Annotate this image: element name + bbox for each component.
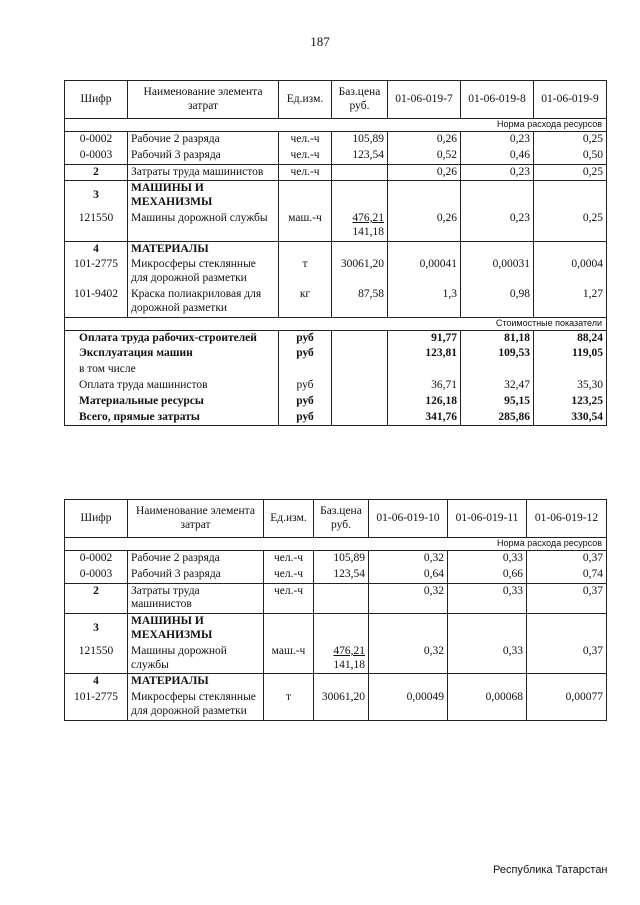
row-value: 0,23 [461, 164, 534, 181]
row-price: 123,54 [314, 567, 369, 583]
header-col-2: 01-06-019-8 [461, 81, 534, 119]
row-price [314, 583, 369, 614]
row-unit: маш.-ч [279, 211, 332, 241]
table-row [65, 148, 607, 164]
row-value: 0,25 [534, 132, 607, 148]
row-value: 1,27 [534, 287, 607, 317]
row-value: 0,33 [448, 583, 527, 614]
row-value: 0,23 [461, 132, 534, 148]
row-unit: чел.-ч [264, 567, 314, 583]
row-value: 0,00049 [369, 690, 448, 720]
header-name: Наименование элемента затрат [128, 500, 264, 538]
cost-value: 95,15 [461, 394, 534, 410]
header-col-2: 01-06-019-11 [448, 500, 527, 538]
row-value: 0,52 [388, 148, 461, 164]
row-value: 0,74 [527, 567, 607, 583]
cost-row [65, 346, 607, 362]
estimate-table-1 [64, 80, 607, 426]
row-code: 101-2775 [65, 690, 128, 720]
section-row [65, 674, 607, 690]
section-code: 3 [65, 181, 128, 211]
cost-value: 35,30 [534, 378, 607, 394]
row-unit: чел.-ч [279, 132, 332, 148]
row-name: Машины дорожной службы [128, 211, 279, 241]
row-value: 0,66 [448, 567, 527, 583]
cost-value: 123,81 [388, 346, 461, 362]
row-name: Краска полиакриловая для дорожной разметки [128, 287, 279, 317]
row-code: 0-0002 [65, 132, 128, 148]
table-header-row [65, 81, 607, 119]
row-value: 0,32 [369, 551, 448, 567]
section-code: 4 [65, 241, 128, 257]
row-price [332, 164, 388, 181]
row-value: 0,33 [448, 644, 527, 674]
header-col-1: 01-06-019-10 [369, 500, 448, 538]
header-code: Шифр [65, 81, 128, 119]
cost-unit: руб [279, 410, 332, 426]
row-value: 0,98 [461, 287, 534, 317]
row-value: 0,32 [369, 583, 448, 614]
row-value: 1,3 [388, 287, 461, 317]
table-row [65, 583, 607, 614]
norm-label-row [65, 538, 607, 551]
header-price: Баз.цена руб. [314, 500, 369, 538]
row-value: 0,64 [369, 567, 448, 583]
row-unit: чел.-ч [264, 551, 314, 567]
row-code: 0-0003 [65, 148, 128, 164]
row-price: 123,54 [332, 148, 388, 164]
header-name: Наименование элемента затрат [128, 81, 279, 119]
row-value: 0,37 [527, 583, 607, 614]
cost-name: Оплата труда машинистов [65, 378, 279, 394]
table-row [65, 211, 607, 241]
section-title: МАШИНЫ И МЕХАНИЗМЫ [128, 181, 279, 211]
row-value: 0,26 [388, 132, 461, 148]
cost-value: 119,05 [534, 346, 607, 362]
row-price: 30061,20 [314, 690, 369, 720]
norm-label: Норма расхода ресурсов [65, 119, 607, 132]
footer-region: Республика Татарстан [493, 864, 608, 876]
cost-value: 341,76 [388, 410, 461, 426]
row-code: 0-0002 [65, 551, 128, 567]
row-value: 0,50 [534, 148, 607, 164]
cost-value: 81,18 [461, 330, 534, 346]
cost-value: 330,54 [534, 410, 607, 426]
cost-row [65, 378, 607, 394]
norm-label: Норма расхода ресурсов [65, 538, 607, 551]
estimate-table-2 [64, 499, 607, 721]
cost-name: в том числе [65, 362, 279, 378]
row-price: 476,21 141,18 [332, 211, 388, 241]
table-row [65, 644, 607, 674]
row-code: 101-9402 [65, 287, 128, 317]
header-price: Баз.цена руб. [332, 81, 388, 119]
header-col-1: 01-06-019-7 [388, 81, 461, 119]
row-unit: чел.-ч [279, 164, 332, 181]
cost-unit: руб [279, 394, 332, 410]
section-code: 4 [65, 674, 128, 690]
table-row [65, 164, 607, 181]
cost-name: Материальные ресурсы [65, 394, 279, 410]
row-value: 0,00077 [527, 690, 607, 720]
row-price: 105,89 [314, 551, 369, 567]
table-header-row [65, 500, 607, 538]
row-name: Рабочий 3 разряда [128, 567, 264, 583]
table-row [65, 287, 607, 317]
cost-name: Всего, прямые затраты [65, 410, 279, 426]
page-number: 187 [310, 34, 330, 49]
row-code: 101-2775 [65, 257, 128, 287]
row-price: 87,58 [332, 287, 388, 317]
cost-row [65, 362, 607, 378]
cost-name: Оплата труда рабочих-строителей [65, 330, 279, 346]
table-row [65, 132, 607, 148]
section-title: МАТЕРИАЛЫ [128, 241, 279, 257]
row-value: 0,26 [388, 164, 461, 181]
cost-value: 88,24 [534, 330, 607, 346]
row-price: 105,89 [332, 132, 388, 148]
table-row [65, 567, 607, 583]
row-value: 0,37 [527, 644, 607, 674]
cost-value: 32,47 [461, 378, 534, 394]
row-value: 0,00031 [461, 257, 534, 287]
row-value: 0,25 [534, 211, 607, 241]
row-name: Затраты труда машинистов [128, 164, 279, 181]
row-value: 0,37 [527, 551, 607, 567]
row-value: 0,23 [461, 211, 534, 241]
row-name: Машины дорожной службы [128, 644, 264, 674]
cost-unit: руб [279, 330, 332, 346]
cost-value: 91,77 [388, 330, 461, 346]
row-value: 0,33 [448, 551, 527, 567]
row-value: 0,25 [534, 164, 607, 181]
table-row [65, 551, 607, 567]
table-row [65, 257, 607, 287]
header-col-3: 01-06-019-12 [527, 500, 607, 538]
table-row [65, 690, 607, 720]
row-price: 476,21 141,18 [314, 644, 369, 674]
row-name: Рабочий 3 разряда [128, 148, 279, 164]
row-code: 2 [65, 583, 128, 614]
row-value: 0,00041 [388, 257, 461, 287]
header-code: Шифр [65, 500, 128, 538]
section-row [65, 181, 607, 211]
row-price: 30061,20 [332, 257, 388, 287]
header-unit: Ед.изм. [279, 81, 332, 119]
cost-label-row [65, 317, 607, 330]
cost-row [65, 330, 607, 346]
row-value: 0,00068 [448, 690, 527, 720]
header-unit: Ед.изм. [264, 500, 314, 538]
norm-label-row [65, 119, 607, 132]
row-name: Микросферы стеклянные для дорожной разметки [128, 690, 264, 720]
cost-unit: руб [279, 378, 332, 394]
row-name: Микросферы стеклянные для дорожной разметки [128, 257, 279, 287]
row-unit: чел.-ч [264, 583, 314, 614]
cost-name: Эксплуатация машин [65, 346, 279, 362]
section-row [65, 241, 607, 257]
section-row [65, 614, 607, 644]
row-unit: т [279, 257, 332, 287]
cost-row [65, 410, 607, 426]
row-name: Рабочие 2 разряда [128, 132, 279, 148]
header-col-3: 01-06-019-9 [534, 81, 607, 119]
row-code: 0-0003 [65, 567, 128, 583]
row-code: 121550 [65, 211, 128, 241]
row-name: Рабочие 2 разряда [128, 551, 264, 567]
row-unit: маш.-ч [264, 644, 314, 674]
cost-label: Стоимостные показатели [65, 317, 607, 330]
row-unit: т [264, 690, 314, 720]
cost-value: 109,53 [461, 346, 534, 362]
section-title: МАТЕРИАЛЫ [128, 674, 264, 690]
row-code: 2 [65, 164, 128, 181]
section-title: МАШИНЫ И МЕХАНИЗМЫ [128, 614, 264, 644]
cost-value: 126,18 [388, 394, 461, 410]
row-value: 0,46 [461, 148, 534, 164]
cost-row [65, 394, 607, 410]
row-value: 0,0004 [534, 257, 607, 287]
section-code: 3 [65, 614, 128, 644]
row-code: 121550 [65, 644, 128, 674]
cost-unit: руб [279, 346, 332, 362]
cost-value: 123,25 [534, 394, 607, 410]
row-value: 0,26 [388, 211, 461, 241]
cost-value: 36,71 [388, 378, 461, 394]
row-unit: кг [279, 287, 332, 317]
row-name: Затраты труда машинистов [128, 583, 264, 614]
row-unit: чел.-ч [279, 148, 332, 164]
cost-value: 285,86 [461, 410, 534, 426]
row-value: 0,32 [369, 644, 448, 674]
